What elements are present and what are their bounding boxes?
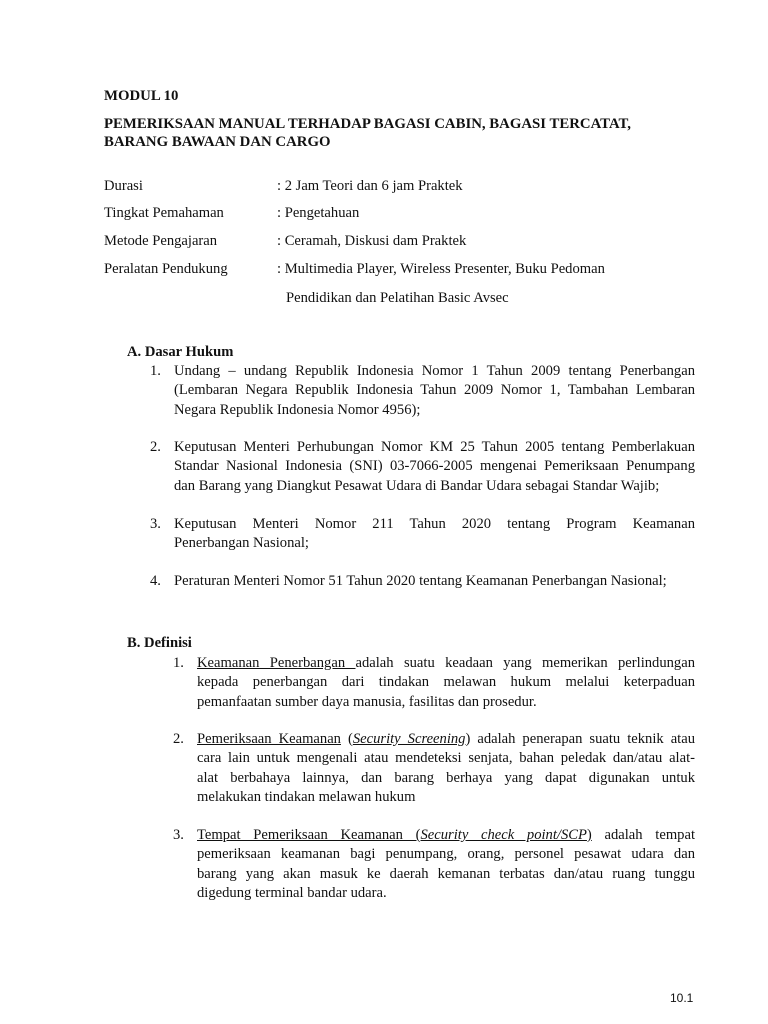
list-item [174,438,695,496]
list-item-number: 3. [173,827,184,843]
text-line: Tempat Pemeriksaan Keamanan (Security check point/SCP) adalah tempat [197,827,695,843]
text-line: Peraturan Menteri Nomor 51 Tahun 2020 tentang Keamanan Penerbangan Nasional; [174,573,667,589]
text-line: Pemeriksaan Keamanan (Security Screening) adalah penerapan suatu teknik atau [197,731,695,747]
info-label-metode: Metode Pengajaran [104,233,218,249]
list-item-number: 1. [150,363,161,379]
text-line: alat berbahaya lainnya, dan barang berhaya yang dapat digunakan untuk [197,769,695,786]
text-line: Keamanan Penerbangan adalah suatu keadaan yang memerikan perlindungan [197,655,696,671]
info-value-peralatan: : Multimedia Player, Wireless Presenter, Buku Pedoman [277,261,605,277]
list-item [197,826,695,903]
text-line: Standar Nasional Indonesia (SNI) 03-7066-2005 mengenai Pemeriksaan Penumpang [174,458,695,475]
text-line: cara lain untuk mengenali atau mendeteksi senjata, bahan peledak dan/atau alat- [197,750,695,767]
term-security-screening: Security Screening [352,731,466,747]
text-line: Keputusan Menteri Perhubungan Nomor KM 25 Tahun 2005 tentang Pemberlakuan [174,439,695,455]
list-item-number: 4. [150,573,161,589]
main-title-line-1: PEMERIKSAAN MANUAL TERHADAP BAGASI CABIN, BAGASI TERCATAT, [104,116,632,132]
info-value-metode: : Ceramah, Diskusi dam Praktek [277,233,467,249]
text-line: Negara Republik Indonesia Nomor 4956); [174,401,421,418]
text-line: Undang – undang Republik Indonesia Nomor 1 Tahun 2009 tentang Penerbangan [174,363,695,379]
list-item [174,362,695,420]
list-item-number: 1. [173,655,184,671]
text-line: Keputusan Menteri Nomor 211 Tahun 2020 tentang Program Keamanan [174,516,695,532]
info-value-peralatan-cont: Pendidikan dan Pelatihan Basic Avsec [286,290,509,306]
text-line: pemeriksaan keamanan bagi penumpang, orang, personel pesawat udara dan [197,846,695,863]
text-line: Penerbangan Nasional; [174,535,309,552]
term-pemeriksaan-keamanan: Pemeriksaan Keamanan [197,731,341,747]
info-value-tingkat: : Pengetahuan [277,205,360,221]
term-keamanan-penerbangan: Keamanan Penerbangan [197,655,356,671]
list-item-number: 2. [150,439,161,455]
section-b-title: B. Definisi [127,635,192,651]
text-line: barang yang akan masuk ke daerah kemanan terbatas dan/atau ruang tunggu [197,865,695,882]
term-security-check-point: Security check point/SCP [420,827,587,843]
text-line: kepada penerbangan dari tindakan melawan hukum melalui keterpaduan [197,674,695,691]
info-label-tingkat: Tingkat Pemahaman [104,205,224,221]
text-line: melakukan tindakan melawan hukum [197,788,416,805]
info-label-durasi: Durasi [104,178,143,194]
list-item-number: 2. [173,731,184,747]
text-line: dan Barang yang Diangkut Pesawat Udara di Bandar Udara sebagai Standar Wajib; [174,477,660,494]
list-item [174,515,695,554]
main-title-line-2: BARANG BAWAAN DAN CARGO [104,134,331,150]
list-item [197,730,695,807]
module-title: MODUL 10 [104,88,179,104]
term-tempat-pemeriksaan: Tempat Pemeriksaan Keamanan ( [197,827,421,843]
info-value-durasi: : 2 Jam Teori dan 6 jam Praktek [277,178,463,194]
list-item [197,654,695,712]
text-line: pemanfaatan sumber daya manusia, fasilitas dan prosedur. [197,693,537,710]
list-item-number: 3. [150,516,161,532]
section-a-title: A. Dasar Hukum [127,344,234,360]
text-line: (Lembaran Negara Republik Indonesia Tahun 2009 Nomor 1, Tambahan Lembaran [174,382,695,399]
page-number: 10.1 [670,991,694,1005]
text-line: digedung terminal bandar udara. [197,884,387,901]
info-label-peralatan: Peralatan Pendukung [104,261,228,277]
list-item [174,572,695,591]
